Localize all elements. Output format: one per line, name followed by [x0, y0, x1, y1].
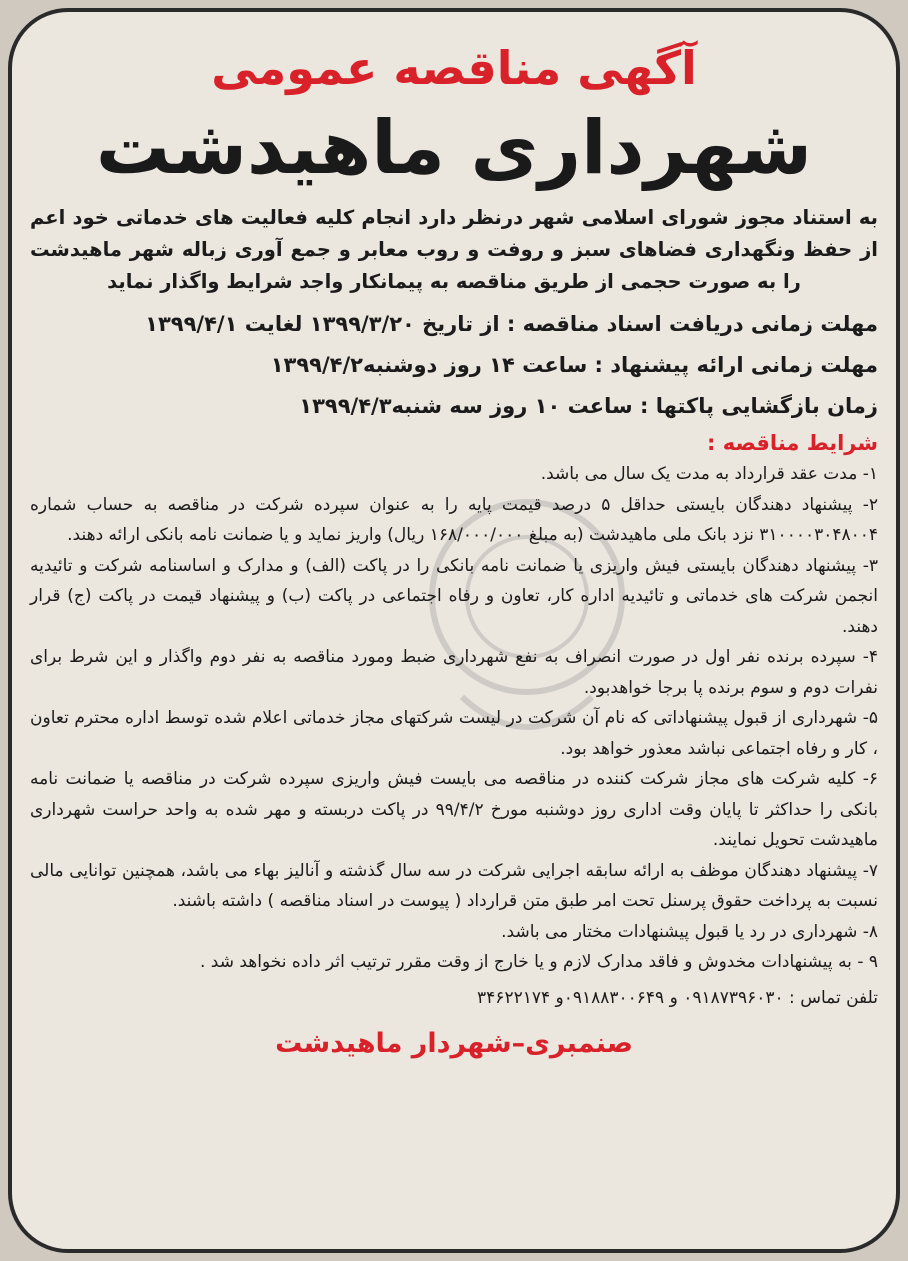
notice-type-title: آگهی مناقصه عمومی	[211, 41, 697, 95]
condition-item: ۲- پیشنهاد دهندگان بایستی حداقل ۵ درصد قیمت پایه را به عنوان سپرده شرکت در مناقصه به حساب شماره ۳۱۰۰۰۰۳۰۴۸۰۰۴ نزد بانک ملی ماهیدشت (به مبلغ ۱۶۸/۰۰۰/۰۰۰ ریال) واریز نماید و یا ضمانت نامه بانکی ارائه دهند.	[30, 494, 878, 545]
notice-content	[30, 38, 878, 1066]
signature: صنمبری–شهردار ماهیدشت	[275, 1027, 633, 1059]
condition-item: ۱- مدت عقد قرارداد به مدت یک سال می باشد.	[540, 464, 878, 484]
organization-title: شهرداری ماهیدشت	[95, 105, 813, 191]
condition-item: ۷- پیشنهاد دهندگان موظف به ارائه سابقه اجرایی شرکت در سه سال گذشته و آنالیز بهاء می باشد، همچنین توانایی مالی نسبت به پرداخت حقوق پرسنل تحت امر طبق متن قرارداد ( پیوست در اسناد مناقصه ) داشته باشند.	[30, 860, 878, 911]
condition-item: ۳- پیشنهاد دهندگان بایستی فیش واریزی یا ضمانت نامه بانکی را در پاکت (الف) و مدارک و اساسنامه شرکت و تائیدیه انجمن شرکت های خدماتی و تائیدیه اداره کار، تعاون و رفاه اجتماعی در پاکت (ب) و پیشنهاد قیمت در پاکت (ج) قرار دهند.	[30, 555, 878, 637]
intro-paragraph: به استناد مجوز شورای اسلامی شهر درنظر دارد انجام کلیه فعالیت های خدماتی خود اعم از حفظ ونگهداری فضاهای سبز و روفت و روب معابر و جمع آوری زباله شهر ماهیدشت را به صورت حجمی از طریق مناقصه به پیمانکار واجد شرایط واگذار نماید	[30, 206, 878, 293]
condition-item: ۶- کلیه شرکت های مجاز شرکت کننده در مناقصه می بایست فیش واریزی سپرده شرکت در مناقصه یا ضمانت نامه بانکی را حداکثر تا پایان وقت اداری روز دوشنبه مورخ ۹۹/۴/۲ در پاکت دربسته و مهر شده به واحد حراست شهرداری ماهیدشت تحویل نمایند.	[30, 769, 878, 850]
notice-page	[8, 8, 900, 1253]
condition-item: ۹ - به پیشنهادات مخدوش و فاقد مدارک لازم و یا خارج از وقت مقرر ترتیب اثر داده نخواهد شد .	[200, 952, 878, 972]
deadline-opening: زمان بازگشایی پاکتها : ساعت ۱۰ روز سه شنبه۱۳۹۹/۴/۳	[299, 394, 878, 418]
conditions-title: شرایط مناقصه :	[707, 431, 878, 455]
condition-item: ۸- شهرداری در رد یا قبول پیشنهادات مختار می باشد.	[501, 921, 878, 942]
deadline-documents: مهلت زمانی دریافت اسناد مناقصه : از تاریخ ۱۳۹۹/۳/۲۰ لغایت ۱۳۹۹/۴/۱	[145, 312, 878, 336]
deadline-proposal: مهلت زمانی ارائه پیشنهاد : ساعت ۱۴ روز دوشنبه۱۳۹۹/۴/۲	[270, 353, 878, 377]
condition-item: ۵- شهرداری از قبول پیشنهاداتی که نام آن شرکت در لیست شرکتهای مجاز خدماتی اعلام شده توسط اداره محترم تعاون ، کار و رفاه اجتماعی نباشد معذور خواهد بود.	[30, 708, 878, 759]
contact-phones: تلفن تماس : ۰۹۱۸۷۳۹۶۰۳۰ و ۰۹۱۸۸۳۰۰۶۴۹و ۳۴۶۲۲۱۷۴	[477, 987, 878, 1008]
condition-item: ۴- سپرده برنده نفر اول در صورت انصراف به نفع شهرداری ضبط ومورد مناقصه به نفر دوم واگذار و این شرط برای نفرات دوم و سوم برنده پا برجا خواهدبود.	[30, 647, 878, 698]
